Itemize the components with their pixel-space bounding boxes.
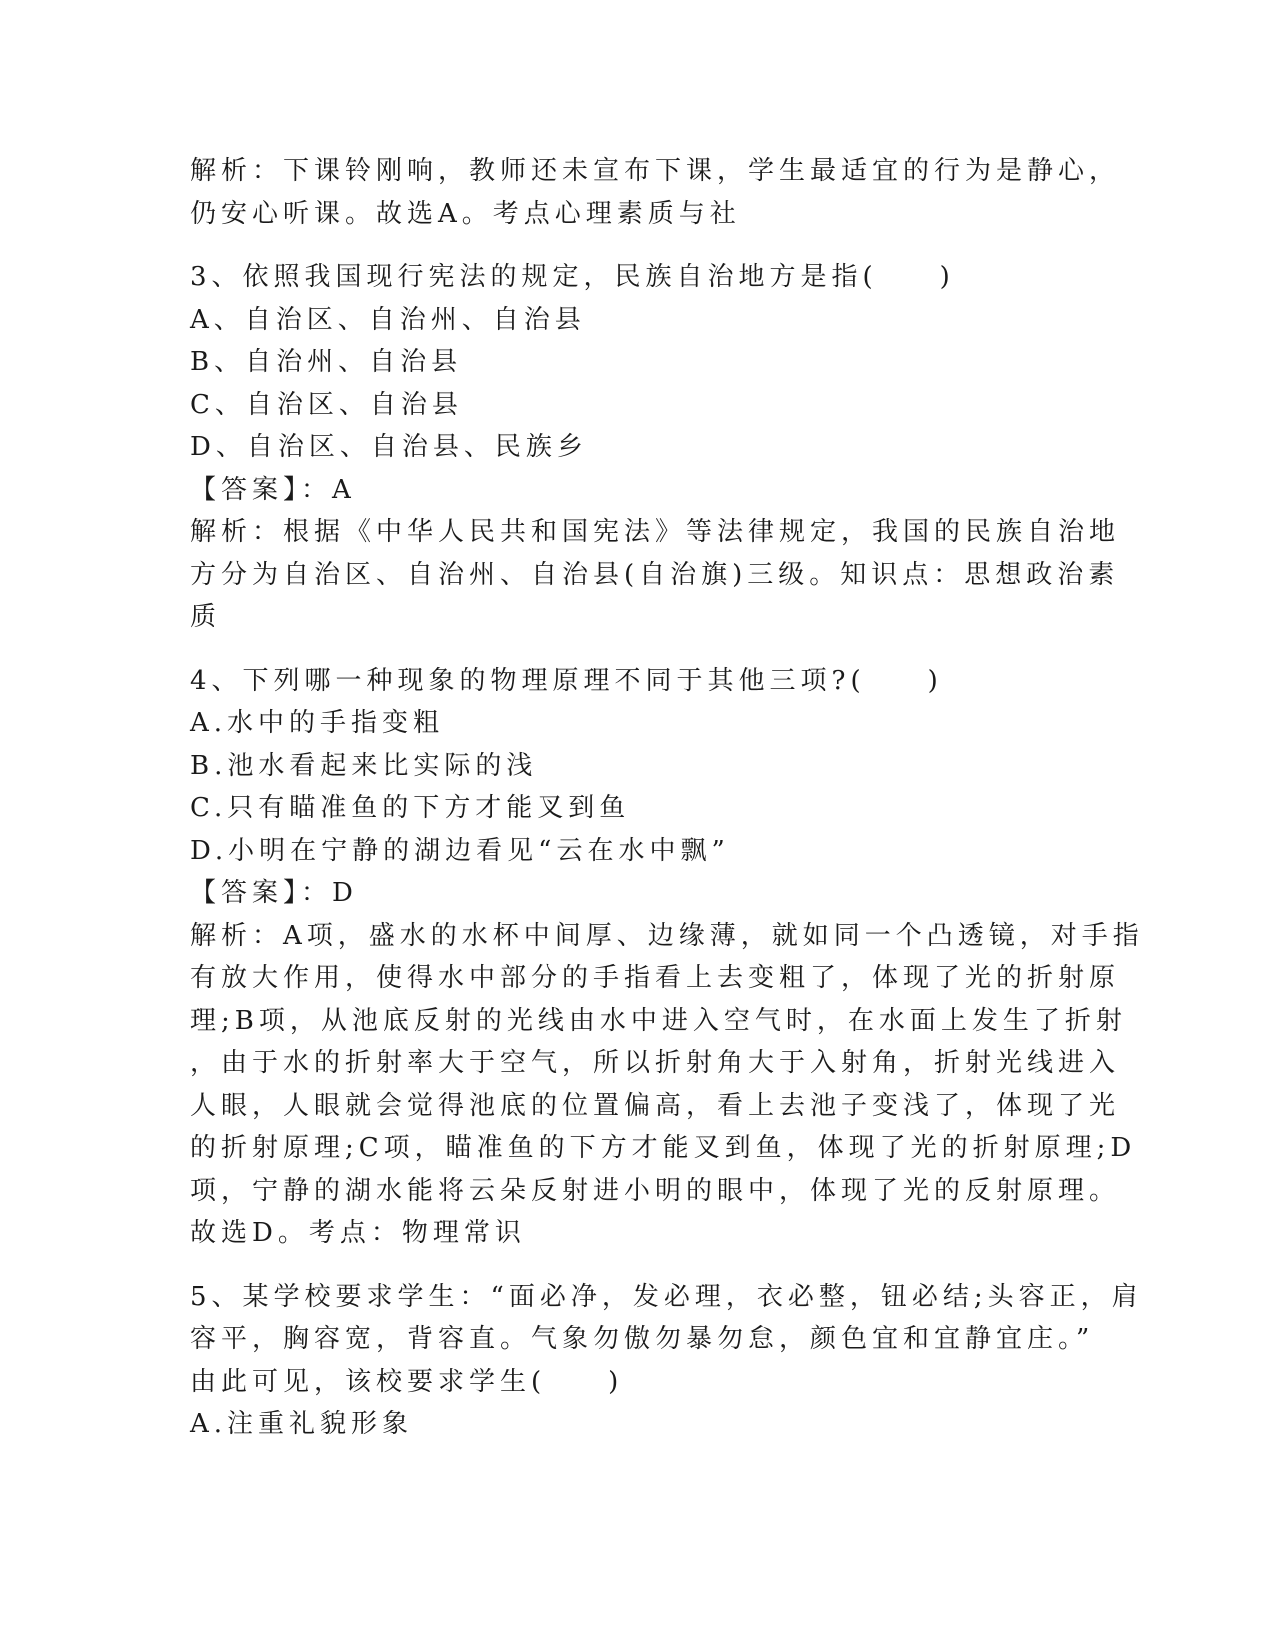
- option-d: D、自治区、自治县、民族乡: [190, 432, 588, 462]
- document-content: [190, 150, 1144, 1446]
- analysis-text: 项，宁静的湖水能将云朵反射进小明的眼中，体现了光的反射原理。: [190, 1175, 1121, 1206]
- question-stem: 5、某学校要求学生：“面必净，发必理，衣必整，钮必结;头容正，肩: [190, 1281, 1143, 1312]
- option-b: B、自治州、自治县: [190, 347, 463, 377]
- question-5-block: [190, 1276, 1143, 1446]
- analysis-text: 的折射原理;C项，瞄准鱼的下方才能叉到鱼，体现了光的折射原理;D: [190, 1133, 1137, 1163]
- analysis-text: 解析：下课铃刚响，教师还未宣布下课，学生最适宜的行为是静心，: [190, 156, 1121, 186]
- analysis-text: 解析：根据《中华人民共和国宪法》等法律规定，我国的民族自治地: [190, 517, 1121, 547]
- question-4-block: [190, 660, 1144, 1255]
- answer-line: 【答案】：A: [190, 474, 356, 505]
- option-a: A.水中的手指变粗: [190, 708, 445, 738]
- analysis-text: ，由于水的折射率大于空气，所以折射角大于入射角，折射光线进入: [190, 1048, 1121, 1078]
- analysis-text: 有放大作用，使得水中部分的手指看上去变粗了，体现了光的折射原: [190, 963, 1121, 993]
- question-3-block: [190, 256, 1121, 639]
- answer-line: 【答案】：D: [190, 878, 358, 908]
- analysis-text: 方分为自治区、自治州、自治县(自治旗)三级。知识点：思想政治素: [190, 559, 1120, 590]
- question-stem: 4、下列哪一种现象的物理原理不同于其他三项?( ): [190, 665, 943, 696]
- option-a: A.注重礼貌形象: [190, 1409, 414, 1439]
- analysis-text: 仍安心听课。故选A。考点心理素质与社: [190, 198, 741, 229]
- option-a: A、自治区、自治州、自治县: [190, 304, 586, 335]
- question-stem: 由此可见，该校要求学生( ): [190, 1366, 624, 1397]
- analysis-text: 解析：A项，盛水的水杯中间厚、边缘薄，就如同一个凸透镜，对手指: [190, 920, 1144, 951]
- option-c: C.只有瞄准鱼的下方才能叉到鱼: [190, 793, 631, 823]
- option-c: C、自治区、自治县: [190, 389, 463, 420]
- option-b: B.池水看起来比实际的浅: [190, 750, 538, 781]
- analysis-text: 故选D。考点：物理常识: [190, 1218, 526, 1248]
- analysis-text: 质: [190, 602, 222, 632]
- question-stem: 3、依照我国现行宪法的规定，民族自治地方是指( ): [190, 262, 955, 292]
- option-d: D.小明在宁静的湖边看见“云在水中飘”: [190, 835, 730, 866]
- analysis-text: 理;B项，从池底反射的光线由水中进入空气时，在水面上发生了折射: [190, 1005, 1127, 1036]
- q2-analysis-block: [190, 150, 1121, 235]
- question-stem: 容平，胸容宽，背容直。气象勿傲勿暴勿怠，颜色宜和宜静宜庄。”: [190, 1324, 1095, 1354]
- analysis-text: 人眼，人眼就会觉得池底的位置偏高，看上去池子变浅了，体现了光: [190, 1090, 1121, 1121]
